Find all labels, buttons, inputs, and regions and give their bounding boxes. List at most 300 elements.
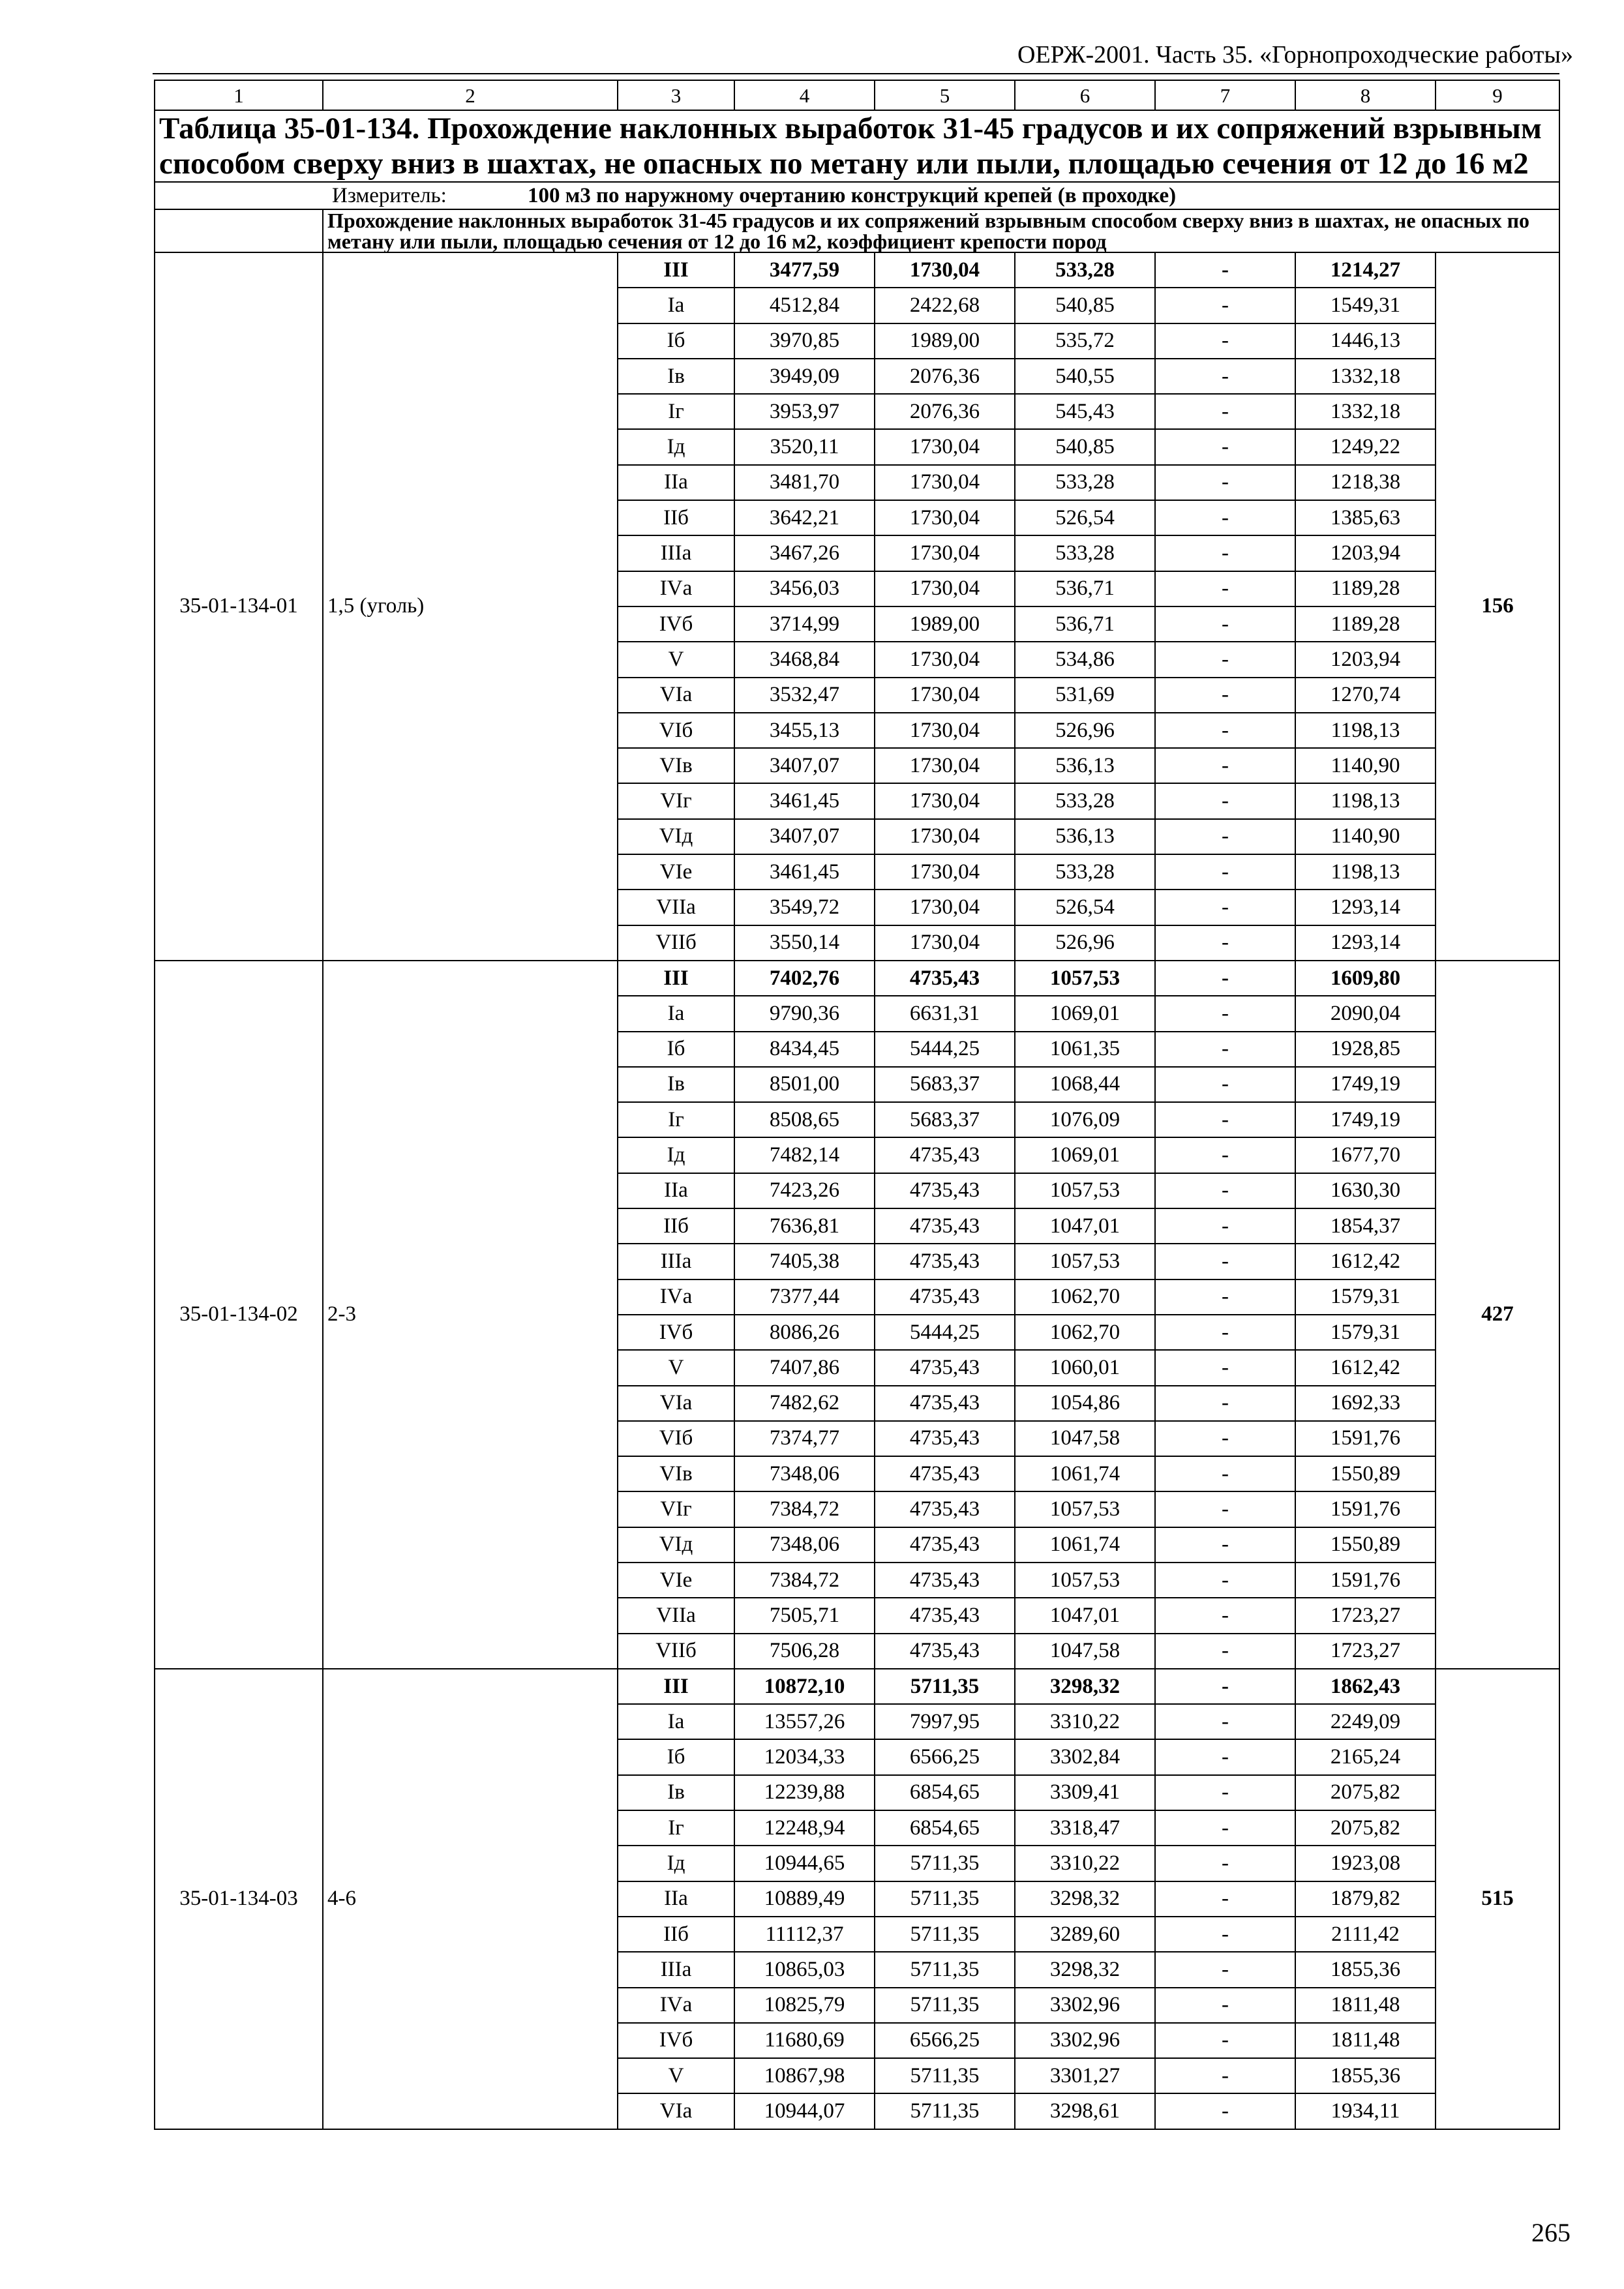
value-cell: - (1155, 1244, 1295, 1279)
measure-value: 100 м3 по наружному очертанию конструкций крепей (в проходке) (528, 183, 1177, 207)
value-cell: 7482,14 (734, 1137, 875, 1173)
value-cell: - (1155, 1917, 1295, 1952)
value-cell: 5444,25 (875, 1315, 1015, 1350)
value-cell: 3481,70 (734, 465, 875, 500)
value-cell: - (1155, 890, 1295, 925)
value-cell: 1550,89 (1295, 1456, 1436, 1491)
region-cell: VIг (618, 783, 734, 818)
value-cell: 9790,36 (734, 996, 875, 1031)
value-cell: - (1155, 1208, 1295, 1244)
value-cell: - (1155, 1279, 1295, 1315)
region-cell: VIе (618, 854, 734, 890)
value-cell: 2075,82 (1295, 1775, 1436, 1810)
value-cell: 3455,13 (734, 713, 875, 748)
value-cell: 10944,65 (734, 1846, 875, 1881)
value-cell: 6854,65 (875, 1810, 1015, 1846)
value-cell: 2090,04 (1295, 996, 1436, 1031)
value-cell: 533,28 (1015, 252, 1155, 288)
value-cell: 2075,82 (1295, 1810, 1436, 1846)
value-cell: 8086,26 (734, 1315, 875, 1350)
value-cell: 4735,43 (875, 1527, 1015, 1563)
region-cell: VIв (618, 1456, 734, 1491)
value-cell: 1730,04 (875, 429, 1015, 464)
region-cell: V (618, 642, 734, 677)
value-cell: 3970,85 (734, 323, 875, 359)
value-cell: 1047,01 (1015, 1208, 1155, 1244)
value-cell: 12239,88 (734, 1775, 875, 1810)
value-cell: 7506,28 (734, 1634, 875, 1669)
value-cell: 7636,81 (734, 1208, 875, 1244)
value-cell: 2076,36 (875, 394, 1015, 429)
value-cell: 3310,22 (1015, 1846, 1155, 1881)
value-cell: - (1155, 642, 1295, 677)
value-cell: 533,28 (1015, 535, 1155, 571)
region-cell: IVб (618, 2023, 734, 2058)
value-cell: 3298,61 (1015, 2093, 1155, 2129)
value-cell: 3289,60 (1015, 1917, 1155, 1952)
region-cell: VIIа (618, 890, 734, 925)
value-cell: - (1155, 2093, 1295, 2129)
value-cell: 2249,09 (1295, 1704, 1436, 1739)
value-cell: 7374,77 (734, 1421, 875, 1456)
value-cell: - (1155, 1881, 1295, 1917)
value-cell: 1730,04 (875, 642, 1015, 677)
region-cell: Iд (618, 429, 734, 464)
value-cell: 3298,32 (1015, 1669, 1155, 1704)
value-cell: 3298,32 (1015, 1952, 1155, 1987)
value-cell: 3407,07 (734, 819, 875, 854)
value-cell: - (1155, 1739, 1295, 1774)
value-cell: 1934,11 (1295, 2093, 1436, 2129)
value-cell: 3309,41 (1015, 1775, 1155, 1810)
region-cell: VIIб (618, 1634, 734, 1669)
value-cell: 3302,96 (1015, 2023, 1155, 2058)
value-cell: 7407,86 (734, 1350, 875, 1385)
value-cell: 533,28 (1015, 854, 1155, 890)
region-cell: Iв (618, 1775, 734, 1810)
value-cell: - (1155, 323, 1295, 359)
value-cell: 7348,06 (734, 1527, 875, 1563)
value-cell: 1189,28 (1295, 606, 1436, 642)
value-cell: - (1155, 1067, 1295, 1102)
column-number-row (155, 80, 1559, 110)
region-cell: IIIа (618, 1244, 734, 1279)
value-cell: 11112,37 (734, 1917, 875, 1952)
value-cell: - (1155, 1952, 1295, 1987)
region-cell: VIIб (618, 925, 734, 961)
value-cell: 1730,04 (875, 854, 1015, 890)
region-cell: VIв (618, 748, 734, 783)
value-cell: 4735,43 (875, 1244, 1015, 1279)
value-cell: - (1155, 1563, 1295, 1598)
measure-row (155, 182, 1559, 209)
value-cell: - (1155, 961, 1295, 996)
value-cell: 3532,47 (734, 678, 875, 713)
value-cell: 540,55 (1015, 359, 1155, 394)
value-cell: 1060,01 (1015, 1350, 1155, 1385)
value-cell: 1749,19 (1295, 1067, 1436, 1102)
value-cell: - (1155, 1456, 1295, 1491)
labor-cost: 156 (1436, 252, 1559, 961)
value-cell: 1730,04 (875, 535, 1015, 571)
value-cell: 3642,21 (734, 500, 875, 535)
value-cell: 1609,80 (1295, 961, 1436, 996)
column-number: 1 (155, 80, 323, 110)
value-cell: 3550,14 (734, 925, 875, 961)
value-cell: 1612,42 (1295, 1350, 1436, 1385)
value-cell: 1203,94 (1295, 642, 1436, 677)
value-cell: 1730,04 (875, 571, 1015, 606)
value-cell: 6631,31 (875, 996, 1015, 1031)
value-cell: - (1155, 1775, 1295, 1810)
value-cell: 3549,72 (734, 890, 875, 925)
value-cell: - (1155, 854, 1295, 890)
value-cell: 1928,85 (1295, 1032, 1436, 1067)
value-cell: 1068,44 (1015, 1067, 1155, 1102)
value-cell: 2422,68 (875, 288, 1015, 323)
value-cell: 1591,76 (1295, 1421, 1436, 1456)
region-cell: IIб (618, 500, 734, 535)
value-cell: 4735,43 (875, 1208, 1015, 1244)
labor-cost: 515 (1436, 1669, 1559, 2129)
region-cell: III (618, 252, 734, 288)
value-cell: 10944,07 (734, 2093, 875, 2129)
value-cell: 1630,30 (1295, 1173, 1436, 1208)
value-cell: 533,28 (1015, 465, 1155, 500)
value-cell: - (1155, 429, 1295, 464)
value-cell: 3302,96 (1015, 1988, 1155, 2023)
value-cell: 526,54 (1015, 500, 1155, 535)
value-cell: 7402,76 (734, 961, 875, 996)
value-cell: - (1155, 500, 1295, 535)
region-cell: IIа (618, 1173, 734, 1208)
value-cell: 531,69 (1015, 678, 1155, 713)
value-cell: 3477,59 (734, 252, 875, 288)
region-cell: Iд (618, 1137, 734, 1173)
value-cell: 1749,19 (1295, 1102, 1436, 1137)
value-cell: 4735,43 (875, 1598, 1015, 1633)
region-cell: IVа (618, 1279, 734, 1315)
value-cell: - (1155, 1386, 1295, 1421)
rate-code: 35-01-134-02 (155, 961, 323, 1669)
value-cell: 1692,33 (1295, 1386, 1436, 1421)
table-row (155, 252, 1559, 288)
value-cell: 1549,31 (1295, 288, 1436, 323)
value-cell: - (1155, 1527, 1295, 1563)
value-cell: 5711,35 (875, 1846, 1015, 1881)
value-cell: 1730,04 (875, 783, 1015, 818)
value-cell: 1862,43 (1295, 1669, 1436, 1704)
rock-strength: 1,5 (уголь) (323, 252, 618, 961)
value-cell: - (1155, 1350, 1295, 1385)
value-cell: 1730,04 (875, 819, 1015, 854)
value-cell: - (1155, 359, 1295, 394)
header-rule (153, 73, 1559, 74)
table-row (155, 1669, 1559, 1704)
value-cell: 1730,04 (875, 678, 1015, 713)
rates-table (154, 80, 1560, 2130)
column-number: 2 (323, 80, 618, 110)
value-cell: 3301,27 (1015, 2058, 1155, 2093)
value-cell: - (1155, 1810, 1295, 1846)
value-cell: - (1155, 1173, 1295, 1208)
value-cell: 1854,37 (1295, 1208, 1436, 1244)
page-number: 265 (1531, 2218, 1571, 2247)
labor-cost: 427 (1436, 961, 1559, 1669)
value-cell: 3302,84 (1015, 1739, 1155, 1774)
value-cell: 8508,65 (734, 1102, 875, 1137)
value-cell: 4735,43 (875, 1491, 1015, 1527)
value-cell: 2111,42 (1295, 1917, 1436, 1952)
value-cell: 1730,04 (875, 500, 1015, 535)
value-cell: 1332,18 (1295, 359, 1436, 394)
value-cell: - (1155, 1598, 1295, 1633)
value-cell: - (1155, 783, 1295, 818)
region-cell: IIа (618, 465, 734, 500)
value-cell: 4735,43 (875, 1386, 1015, 1421)
value-cell: 1723,27 (1295, 1634, 1436, 1669)
value-cell: 1591,76 (1295, 1491, 1436, 1527)
value-cell: 1140,90 (1295, 819, 1436, 854)
column-number: 9 (1436, 80, 1559, 110)
measure-label: Измеритель: (332, 183, 447, 207)
value-cell: 1047,01 (1015, 1598, 1155, 1633)
value-cell: 7505,71 (734, 1598, 875, 1633)
value-cell: 1385,63 (1295, 500, 1436, 535)
value-cell: 540,85 (1015, 429, 1155, 464)
value-cell: 1054,86 (1015, 1386, 1155, 1421)
value-cell: - (1155, 606, 1295, 642)
value-cell: 1061,74 (1015, 1456, 1155, 1491)
value-cell: 1579,31 (1295, 1315, 1436, 1350)
value-cell: - (1155, 1704, 1295, 1739)
value-cell: 540,85 (1015, 288, 1155, 323)
region-cell: VIд (618, 1527, 734, 1563)
value-cell: 1293,14 (1295, 925, 1436, 961)
region-cell: VIIа (618, 1598, 734, 1633)
value-cell: - (1155, 925, 1295, 961)
value-cell: 1203,94 (1295, 535, 1436, 571)
value-cell: 536,13 (1015, 748, 1155, 783)
region-cell: VIа (618, 1386, 734, 1421)
running-header: ОЕРЖ-2001. Часть 35. «Горнопроходческие работы» (1017, 41, 1573, 68)
value-cell: 1579,31 (1295, 1279, 1436, 1315)
value-cell: 1057,53 (1015, 961, 1155, 996)
value-cell: 1811,48 (1295, 2023, 1436, 2058)
value-cell: 5711,35 (875, 2093, 1015, 2129)
value-cell: - (1155, 1315, 1295, 1350)
value-cell: 1612,42 (1295, 1244, 1436, 1279)
value-cell: 4735,43 (875, 1137, 1015, 1173)
value-cell: 7377,44 (734, 1279, 875, 1315)
value-cell: 8434,45 (734, 1032, 875, 1067)
region-cell: IIIа (618, 1952, 734, 1987)
region-cell: Iб (618, 323, 734, 359)
value-cell: 1855,36 (1295, 1952, 1436, 1987)
value-cell: 1730,04 (875, 925, 1015, 961)
value-cell: 1062,70 (1015, 1279, 1155, 1315)
region-cell: Iа (618, 1704, 734, 1739)
region-cell: VIб (618, 713, 734, 748)
value-cell: 1057,53 (1015, 1173, 1155, 1208)
value-cell: 1293,14 (1295, 890, 1436, 925)
region-cell: Iб (618, 1739, 734, 1774)
value-cell: 4735,43 (875, 1279, 1015, 1315)
value-cell: 1069,01 (1015, 1137, 1155, 1173)
value-cell: 1057,53 (1015, 1244, 1155, 1279)
value-cell: 7423,26 (734, 1173, 875, 1208)
value-cell: 10872,10 (734, 1669, 875, 1704)
region-cell: IIб (618, 1208, 734, 1244)
value-cell: 536,71 (1015, 571, 1155, 606)
value-cell: 2076,36 (875, 359, 1015, 394)
value-cell: 3953,97 (734, 394, 875, 429)
value-cell: 1730,04 (875, 748, 1015, 783)
value-cell: 5711,35 (875, 1669, 1015, 1704)
rock-strength: 4-6 (323, 1669, 618, 2129)
value-cell: 1198,13 (1295, 713, 1436, 748)
value-cell: 1069,01 (1015, 996, 1155, 1031)
value-cell: 13557,26 (734, 1704, 875, 1739)
subheading-row (155, 209, 1559, 252)
value-cell: 3318,47 (1015, 1810, 1155, 1846)
value-cell: - (1155, 996, 1295, 1031)
value-cell: 526,96 (1015, 925, 1155, 961)
region-cell: VIа (618, 2093, 734, 2129)
value-cell: 1723,27 (1295, 1598, 1436, 1633)
value-cell: 1198,13 (1295, 854, 1436, 890)
value-cell: 3467,26 (734, 535, 875, 571)
value-cell: - (1155, 1491, 1295, 1527)
value-cell: 1550,89 (1295, 1527, 1436, 1563)
value-cell: - (1155, 252, 1295, 288)
region-cell: III (618, 1669, 734, 1704)
region-cell: IVб (618, 606, 734, 642)
value-cell: 1677,70 (1295, 1137, 1436, 1173)
subheading: Прохождение наклонных выработок 31-45 градусов и их сопряжений взрывным способом сверху вниз в шахтах, не опасных по метану или пыли, площадью сечения от 12 до 16 м2, коэффициент крепости пород (323, 209, 1559, 252)
region-cell: IVа (618, 1988, 734, 2023)
value-cell: - (1155, 571, 1295, 606)
value-cell: - (1155, 678, 1295, 713)
value-cell: 1270,74 (1295, 678, 1436, 713)
value-cell: 1989,00 (875, 606, 1015, 642)
value-cell: 1076,09 (1015, 1102, 1155, 1137)
region-cell: Iа (618, 996, 734, 1031)
region-cell: Iа (618, 288, 734, 323)
value-cell: - (1155, 535, 1295, 571)
value-cell: 6854,65 (875, 1775, 1015, 1810)
value-cell: - (1155, 1669, 1295, 1704)
value-cell: 12034,33 (734, 1739, 875, 1774)
value-cell: - (1155, 2058, 1295, 2093)
value-cell: 3468,84 (734, 642, 875, 677)
value-cell: 1057,53 (1015, 1491, 1155, 1527)
value-cell: - (1155, 1102, 1295, 1137)
table-row (155, 961, 1559, 996)
region-cell: Iд (618, 1846, 734, 1881)
value-cell: 1057,53 (1015, 1563, 1155, 1598)
region-cell: VIа (618, 678, 734, 713)
value-cell: 7482,62 (734, 1386, 875, 1421)
value-cell: 3407,07 (734, 748, 875, 783)
value-cell: 2165,24 (1295, 1739, 1436, 1774)
region-cell: IVа (618, 571, 734, 606)
region-cell: VIг (618, 1491, 734, 1527)
value-cell: - (1155, 1988, 1295, 2023)
value-cell: 5683,37 (875, 1102, 1015, 1137)
value-cell: 5711,35 (875, 2058, 1015, 2093)
value-cell: 6566,25 (875, 2023, 1015, 2058)
value-cell: - (1155, 1846, 1295, 1881)
value-cell: - (1155, 288, 1295, 323)
value-cell: 533,28 (1015, 783, 1155, 818)
region-cell: VIб (618, 1421, 734, 1456)
rate-code: 35-01-134-03 (155, 1669, 323, 2129)
column-number: 4 (734, 80, 875, 110)
value-cell: 1249,22 (1295, 429, 1436, 464)
value-cell: 3714,99 (734, 606, 875, 642)
value-cell: 1198,13 (1295, 783, 1436, 818)
value-cell: 3310,22 (1015, 1704, 1155, 1739)
region-cell: V (618, 1350, 734, 1385)
value-cell: 10865,03 (734, 1952, 875, 1987)
value-cell: 8501,00 (734, 1067, 875, 1102)
value-cell: 1047,58 (1015, 1421, 1155, 1456)
value-cell: 535,72 (1015, 323, 1155, 359)
region-cell: Iг (618, 1102, 734, 1137)
value-cell: 7384,72 (734, 1563, 875, 1598)
value-cell: 4735,43 (875, 1421, 1015, 1456)
value-cell: 536,71 (1015, 606, 1155, 642)
value-cell: 1811,48 (1295, 1988, 1436, 2023)
value-cell: 536,13 (1015, 819, 1155, 854)
value-cell: 4735,43 (875, 1173, 1015, 1208)
value-cell: 12248,94 (734, 1810, 875, 1846)
value-cell: - (1155, 1421, 1295, 1456)
value-cell: 1730,04 (875, 465, 1015, 500)
value-cell: 526,96 (1015, 713, 1155, 748)
value-cell: 1730,04 (875, 713, 1015, 748)
value-cell: 10889,49 (734, 1881, 875, 1917)
value-cell: 1855,36 (1295, 2058, 1436, 2093)
value-cell: 5711,35 (875, 1917, 1015, 1952)
region-cell: Iв (618, 1067, 734, 1102)
value-cell: 7997,95 (875, 1704, 1015, 1739)
value-cell: 1218,38 (1295, 465, 1436, 500)
table-title-row (155, 110, 1559, 182)
value-cell: 4735,43 (875, 1634, 1015, 1669)
value-cell: 5711,35 (875, 1988, 1015, 2023)
value-cell: - (1155, 1137, 1295, 1173)
value-cell: 1730,04 (875, 252, 1015, 288)
value-cell: 1061,74 (1015, 1527, 1155, 1563)
value-cell: 4512,84 (734, 288, 875, 323)
region-cell: IVб (618, 1315, 734, 1350)
region-cell: Iг (618, 394, 734, 429)
value-cell: 3461,45 (734, 783, 875, 818)
value-cell: 1730,04 (875, 890, 1015, 925)
value-cell: - (1155, 394, 1295, 429)
region-cell: III (618, 961, 734, 996)
column-number: 5 (875, 80, 1015, 110)
column-number: 3 (618, 80, 734, 110)
region-cell: V (618, 2058, 734, 2093)
value-cell: 1591,76 (1295, 1563, 1436, 1598)
value-cell: 1214,27 (1295, 252, 1436, 288)
value-cell: 1140,90 (1295, 748, 1436, 783)
value-cell: 6566,25 (875, 1739, 1015, 1774)
column-number: 7 (1155, 80, 1295, 110)
